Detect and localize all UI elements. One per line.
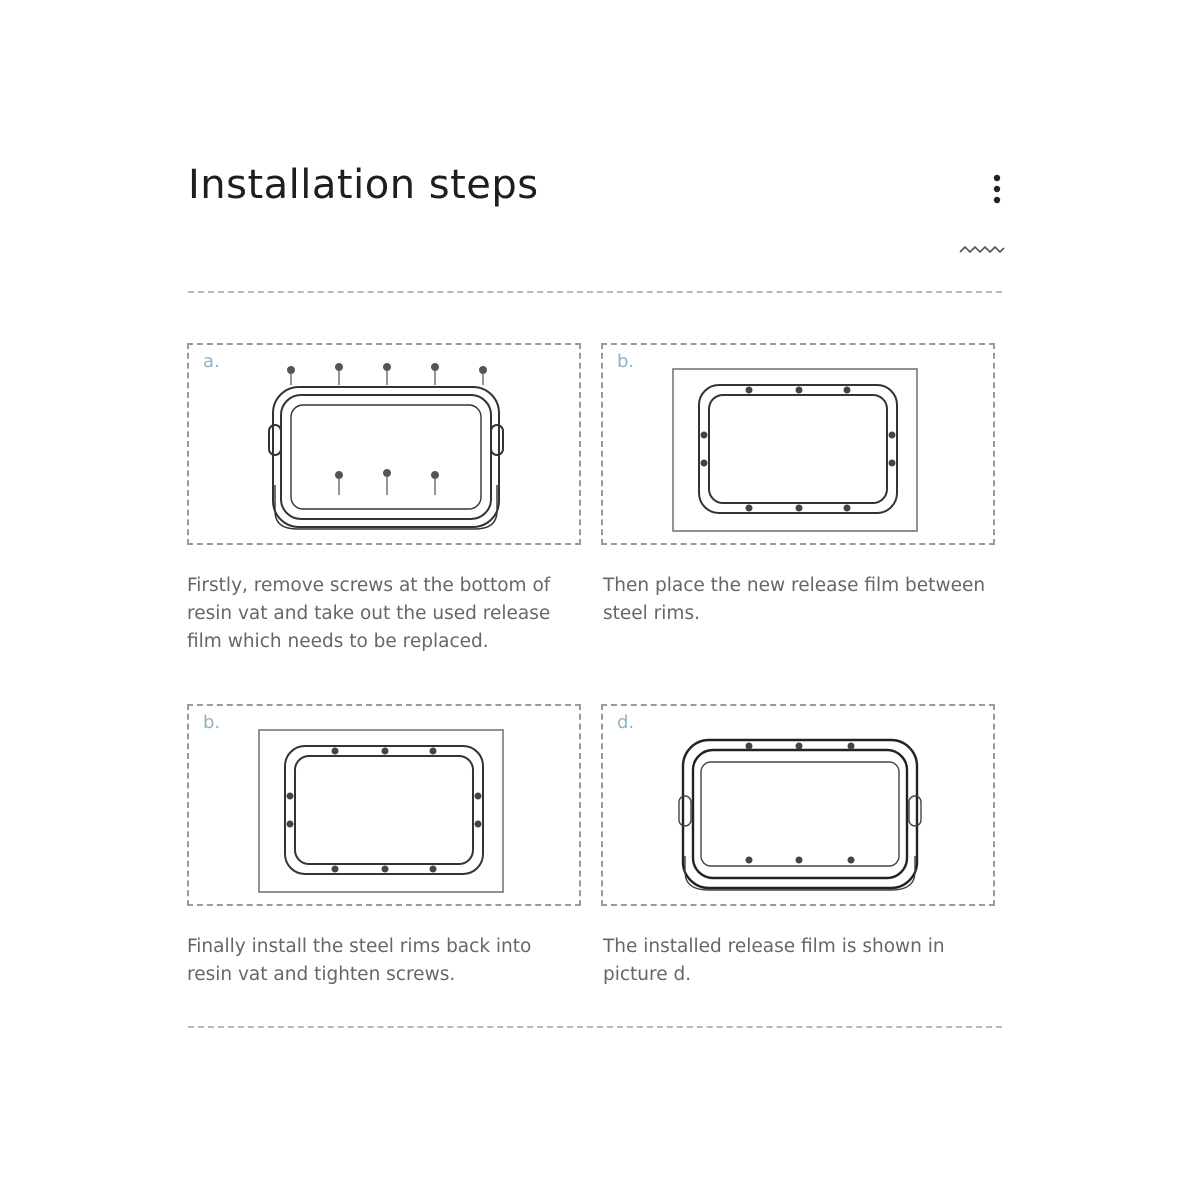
step-panel-b [601,343,995,545]
step-label: b. [203,712,221,733]
top-divider [188,291,1002,293]
step-label: d. [617,712,635,733]
page-title: Installation steps [188,162,539,208]
steel-rim-diagram [603,345,997,547]
step-caption: Finally install the steel rims back into resin vat and tighten screws. [187,936,532,985]
step-panel-d [601,704,995,906]
step-label: a. [203,351,220,372]
step-caption: Firstly, remove screws at the bottom of resin vat and take out the used release film which needs to be replaced. [187,575,551,652]
resin-vat-installed-diagram [603,706,997,908]
squiggle-icon [958,242,1006,256]
step-label: b. [617,351,635,372]
resin-vat-diagram [189,345,583,547]
step-caption: Then place the new release film between steel rims. [603,575,986,624]
step-caption: The installed release film is shown in picture d. [603,936,945,985]
step-panel-c [187,704,581,906]
steel-rim-diagram [189,706,583,908]
vertical-dots-icon[interactable] [984,170,1010,214]
step-panel-a [187,343,581,545]
bottom-divider [188,1026,1002,1028]
